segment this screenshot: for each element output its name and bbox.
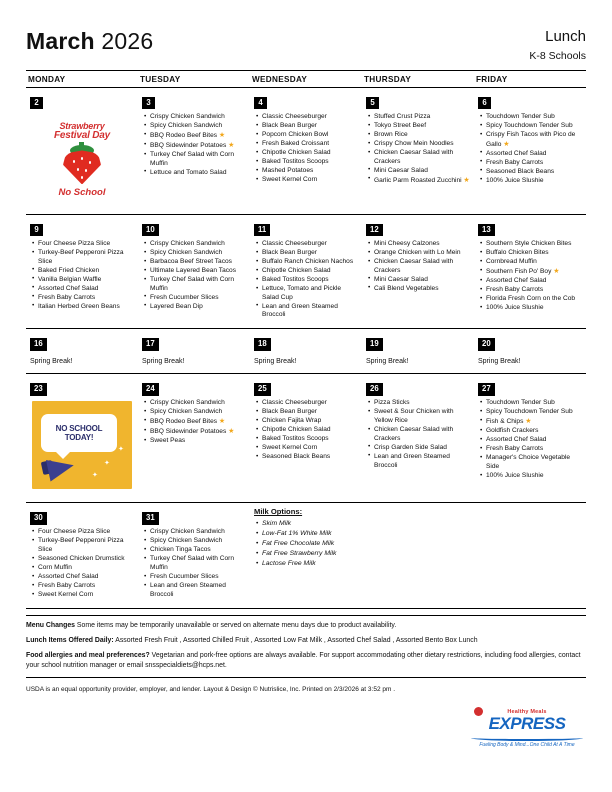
menu-item-list [142,240,246,311]
dayname-thursday: THURSDAY [364,75,412,84]
menu-item: • Mini Cheesy Calzones [374,240,470,249]
menu-item: • Crispy Chow Mein Noodles [374,140,470,149]
dayname-wednesday: WEDNESDAY [252,75,308,84]
menu-item-list [366,399,470,470]
menu-item: • Chipotle Chicken Salad [262,267,358,276]
menu-item: • Buffalo Ranch Chicken Nachos [262,258,358,267]
daily-items-label: Lunch Items Offered Daily: [26,637,114,645]
menu-item-list [30,240,134,311]
daily-items-note [26,636,586,646]
calendar-day-cell [26,374,138,502]
date-badge: 27 [478,383,495,396]
dayname-monday: MONDAY [28,75,66,84]
menu-item-list [254,240,358,320]
milk-option: • Lactose Free Milk [262,559,358,569]
menu-item: • Assorted Chef Salad [486,277,582,286]
menu-item: • Tokyo Street Beef [374,122,470,131]
menu-item: • Seasoned Chicken Drumstick [38,555,134,564]
menu-item-list [254,113,358,185]
star-icon: ★ [218,132,226,139]
footer-divider-top [26,615,586,616]
calendar-day-cell [250,329,362,373]
menu-changes-label: Menu Changes [26,622,76,630]
menu-item: • Sweet & Sour Chicken with Yellow Rice [374,408,470,425]
calendar-day-cell [26,88,138,214]
menu-item-list [478,399,582,480]
footer [26,615,586,694]
menu-item: • Chicken Fajita Wrap [262,417,358,426]
menu-item: • Black Bean Burger [262,408,358,417]
menu-item: • Sweet Peas [150,437,246,446]
menu-item: • Classic Cheeseburger [262,113,358,122]
menu-item: • BBQ Rodeo Beef Bites ★ [150,417,246,427]
menu-item: • Corn Muffin [38,564,134,573]
menu-item: • Turkey-Beef Pepperoni Pizza Slice [38,537,134,554]
calendar-day-cell [362,215,474,328]
menu-item: • Layered Bean Dip [150,303,246,312]
menu-item: • Italian Herbed Green Beans [38,303,134,312]
menu-item: • Spicy Chicken Sandwich [150,408,246,417]
menu-item: • Buffalo Chicken Bites [486,249,582,258]
menu-item: • Baked Tostitos Scoops [262,435,358,444]
menu-item: • Baked Tostitos Scoops [262,276,358,285]
spring-break-label: Spring Break! [254,358,297,366]
menu-item: • Classic Cheeseburger [262,240,358,249]
spring-break-label: Spring Break! [30,358,73,366]
menu-item: • Fresh Cucumber Slices [150,573,246,582]
allergy-note [26,651,586,671]
calendar-day-cell [26,503,138,608]
menu-item: • Spicy Touchdown Tender Sub [486,122,582,131]
menu-item: • Fresh Baby Carrots [38,294,134,303]
healthy-meals-express-logo [468,709,586,748]
strawberry-icon [59,142,105,186]
calendar-day-cell [138,215,250,328]
menu-item: • Lean and Green Steamed Broccoli [262,303,358,320]
menu-item-list [478,240,582,313]
menu-item: • Mini Caesar Salad [374,276,470,285]
menu-item: • Four Cheese Pizza Slice [38,528,134,537]
menu-item: • Spicy Chicken Sandwich [150,122,246,131]
menu-item-list [142,399,246,446]
star-icon: ★ [525,418,532,426]
menu-item: • Classic Cheeseburger [262,399,358,408]
no-school-today-graphic: NO SCHOOL TODAY! ✦ ✦ ✦ [32,401,132,489]
no-school-line-1: NO SCHOOL [55,424,103,434]
date-badge: 26 [366,383,383,396]
menu-item-list [142,113,246,177]
calendar-day-cell [138,329,250,373]
header-divider [26,70,586,71]
menu-item: • Florida Fresh Corn on the Cob [486,295,582,304]
calendar-week [26,374,586,503]
menu-item: • Stuffed Crust Pizza [374,113,470,122]
menu-item: • BBQ Sidewinder Potatoes ★ [150,427,246,437]
menu-item: • Sweet Kernel Corn [262,444,358,453]
calendar-week [26,88,586,215]
calendar-day-cell [26,329,138,373]
date-badge: 9 [30,224,43,237]
milk-option: • Fat Free Strawberry Milk [262,549,358,559]
menu-item: • Fresh Baby Carrots [486,286,582,295]
date-badge: 23 [30,383,47,396]
menu-item-list [254,399,358,462]
festival-line-1: Strawberry [59,120,105,131]
menu-item: • Brown Rice [374,131,470,140]
calendar-day-cell [250,215,362,328]
calendar-week [26,329,586,374]
menu-item: • Lean and Green Steamed Broccoli [374,453,470,470]
calendar-day-cell [474,329,586,373]
menu-item: • Lettuce, Tomato and Pickle Salad Cup [262,285,358,302]
date-badge: 3 [142,97,155,110]
calendar-day-cell [474,215,586,328]
calendar-day-cell [138,88,250,214]
footer-divider-bottom [26,677,586,678]
calendar-day-cell [362,503,474,608]
menu-item: • Baked Fried Chicken [38,267,134,276]
menu-item: • Assorted Chef Salad [486,436,582,445]
menu-item: • Crispy Chicken Sandwich [150,399,246,408]
menu-item: • Chicken Caesar Salad with Crackers [374,426,470,443]
date-badge: 19 [366,338,383,351]
menu-item: • Mashed Potatoes [262,167,358,176]
menu-item: • 100% Juice Slushie [486,304,582,313]
milk-option: • Low-Fat 1% White Milk [262,529,358,539]
menu-item-list [478,113,582,185]
school-label: K-8 Schools [529,50,586,62]
strawberry-festival-title [54,122,110,142]
calendar-week [26,503,586,609]
menu-item: • Spicy Touchdown Tender Sub [486,408,582,417]
menu-item-list [366,113,470,185]
strawberry-festival-graphic [30,114,134,206]
menu-item: • Orange Chicken with Lo Mein [374,249,470,258]
menu-item-list [30,528,134,599]
star-icon: ★ [553,268,560,275]
menu-item: • Vanilla Belgian Waffle [38,276,134,285]
calendar-day-cell [474,88,586,214]
menu-changes-text: Some items may be temporarily unavailable or served on alternate menu days due to product availability. [75,622,397,630]
calendar-week [26,215,586,329]
no-school-line-2: TODAY! [64,433,94,443]
date-badge: 24 [142,383,159,396]
menu-item: • 100% Juice Slushie [486,472,582,481]
logo-top-text: Healthy Meals [507,709,547,715]
page-header [26,28,586,62]
spring-break-label: Spring Break! [142,358,185,366]
dayname-tuesday: TUESDAY [140,75,181,84]
header-right [529,28,586,62]
calendar-day-cell [362,374,474,502]
menu-item: • Fresh Baked Croissant [262,140,358,149]
star-icon: ★ [463,176,470,184]
logo-swoosh [471,735,583,741]
menu-item: • Seasoned Black Beans [486,168,582,177]
menu-item: • 100% Juice Slushie [486,177,582,186]
star-icon: ★ [218,418,226,426]
menu-item: • Southern Style Chicken Bites [486,240,582,249]
calendar-day-cell [362,329,474,373]
menu-item: • BBQ Rodeo Beef Bites ★ [150,131,246,141]
meal-label: Lunch [545,28,586,45]
menu-item: • Fresh Baby Carrots [486,159,582,168]
menu-item: • Goldfish Crackers [486,427,582,436]
daily-items-text: Assorted Fresh Fruit , Assorted Chilled Fruit , Assorted Low Fat Milk , Assorted Chef Salad , Assorted Bento Box Lunch [113,637,478,645]
menu-item: • Chicken Caesar Salad with Crackers [374,258,470,275]
menu-item: • Lean and Green Steamed Broccoli [150,582,246,599]
date-badge: 5 [366,97,379,110]
calendar-day-cell [250,374,362,502]
milk-option: • Skim Milk [262,519,358,529]
no-school-label: No School [58,187,106,199]
menu-item: • Fresh Baby Carrots [486,445,582,454]
year-label: 2026 [101,28,154,54]
menu-item: • Chipotle Chicken Salad [262,426,358,435]
menu-item-list [142,528,246,599]
menu-item: • Manager's Choice Vegetable Side [486,454,582,471]
usda-statement: USDA is an equal opportunity provider, employer, and lender. Layout & Design © Nutrislice, Inc. Printed on 2/3/2026 at 3:52 pm . [26,685,396,693]
calendar-grid [26,87,586,609]
month-label: March [26,28,95,54]
date-badge: 31 [142,512,159,525]
date-badge: 20 [478,338,495,351]
menu-item: • Crispy Fish Tacos with Pico de Gallo ★ [486,131,582,149]
date-badge: 25 [254,383,271,396]
day-name-row [26,75,586,87]
date-badge: 6 [478,97,491,110]
date-badge: 4 [254,97,267,110]
date-badge: 10 [142,224,159,237]
logo-wordmark: EXPRESS [488,714,566,733]
date-badge: 12 [366,224,383,237]
menu-item: • Crispy Chicken Sandwich [150,528,246,537]
date-badge: 16 [30,338,47,351]
calendar-day-cell [474,503,586,608]
date-badge: 11 [254,224,270,237]
menu-item: • Cornbread Muffin [486,258,582,267]
menu-item: • Fresh Cucumber Slices [150,294,246,303]
dayname-friday: FRIDAY [476,75,508,84]
menu-item: • Sweet Kernel Corn [38,591,134,600]
menu-item: • Fresh Baby Carrots [38,582,134,591]
star-icon: ★ [503,140,510,148]
menu-item: • Spicy Chicken Sandwich [150,537,246,546]
calendar-day-cell [250,88,362,214]
menu-item: • Ultimate Layered Bean Tacos [150,267,246,276]
logo-tagline: Fueling Body & Mind...One Child At A Time [479,742,575,748]
menu-item-list [366,240,470,293]
menu-item: • Touchdown Tender Sub [486,399,582,408]
menu-item: • Seasoned Black Beans [262,453,358,462]
menu-item: • Assorted Chef Salad [486,150,582,159]
menu-item: • Crispy Chicken Sandwich [150,113,246,122]
date-badge: 30 [30,512,47,525]
spring-break-label: Spring Break! [478,358,521,366]
menu-item: • Crisp Garden Side Salad [374,444,470,453]
calendar-day-cell [362,88,474,214]
menu-item: • Touchdown Tender Sub [486,113,582,122]
menu-item: • Barbacoa Beef Street Tacos [150,258,246,267]
menu-item: • Lettuce and Tomato Salad [150,169,246,178]
milk-options-list [254,519,358,568]
calendar-day-cell [26,215,138,328]
milk-option: • Fat Free Chocolate Milk [262,539,358,549]
menu-item: • Turkey-Beef Pepperoni Pizza Slice [38,249,134,266]
star-icon: ★ [228,428,235,436]
calendar-day-cell [250,503,362,608]
festival-line-2: Festival Day [54,129,110,141]
menu-item: • Turkey Chef Salad with Corn Muffin [150,276,246,293]
menu-item: • Cali Blend Vegetables [374,285,470,294]
spring-break-label: Spring Break! [366,358,409,366]
star-icon: ★ [228,142,235,149]
menu-item: • Fish & Chips ★ [486,417,582,427]
menu-changes-note [26,621,586,631]
speech-bubble [41,414,117,452]
calendar-day-cell [138,503,250,608]
menu-item: • Spicy Chicken Sandwich [150,249,246,258]
milk-options-title: Milk Options: [254,507,303,517]
calendar-day-cell [474,374,586,502]
apple-icon [474,707,483,716]
menu-item: • Crispy Chicken Sandwich [150,240,246,249]
menu-item: • Pizza Sticks [374,399,470,408]
menu-item: • Chicken Tinga Tacos [150,546,246,555]
menu-item: • Sweet Kernel Corn [262,176,358,185]
menu-item: • Turkey Chef Salad with Corn Muffin [150,555,246,572]
menu-item: • Assorted Chef Salad [38,285,134,294]
date-badge: 18 [254,338,271,351]
menu-item: • Black Bean Burger [262,122,358,131]
megaphone-icon [46,455,76,482]
calendar-day-cell [138,374,250,502]
menu-item: • Chicken Caesar Salad with Crackers [374,149,470,166]
menu-item: • Popcorn Chicken Bowl [262,131,358,140]
menu-item: • BBQ Sidewinder Potatoes ★ [150,141,246,151]
menu-item: • Black Bean Burger [262,249,358,258]
date-badge: 17 [142,338,159,351]
menu-item: • Southern Fish Po' Boy ★ [486,267,582,277]
menu-item: • Assorted Chef Salad [38,573,134,582]
allergy-text: Vegetarian and pork-free options are always available. For support accommodating other dietary restrictions, including food allergies, contact your school nutrition manager or email snsspecialdiets@hcps.net. [26,652,581,670]
menu-item: • Garlic Parm Roasted Zucchini ★ [374,176,470,186]
menu-item: • Chipotle Chicken Salad [262,149,358,158]
menu-item: • Mini Caesar Salad [374,167,470,176]
menu-item: • Four Cheese Pizza Slice [38,240,134,249]
menu-item: • Turkey Chef Salad with Corn Muffin [150,151,246,168]
allergy-label: Food allergies and meal preferences? [26,652,150,660]
page-title [26,28,153,55]
date-badge: 2 [30,97,43,110]
date-badge: 13 [478,224,495,237]
menu-item: • Baked Tostitos Scoops [262,158,358,167]
